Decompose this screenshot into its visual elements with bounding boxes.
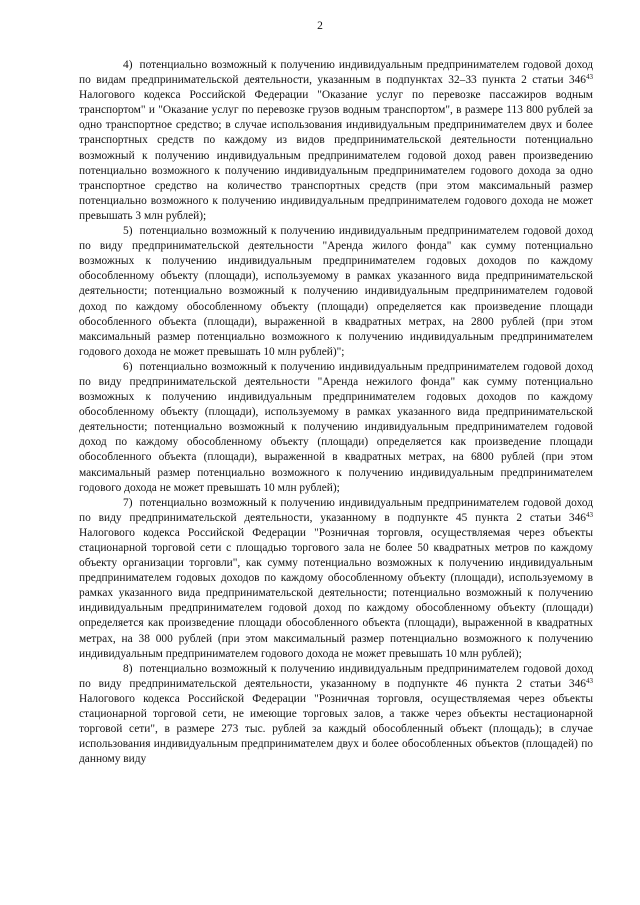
item-text: потенциально возможный к получению индивидуальным предпринимателем годовой доход по виду предпринимательской деятельности "Аренда нежилого фонда" как сумму потенциально возможных к получению индивидуальным предпринимателем годовых доходов по каждому обособленному объекту (площади), используемому в рамках указанного вида предпринимательской деятельности; потенциально возможный к получению индивидуальным предпринимателем годовой доход по каждому обособленному объекту (площади) определяется как произведение площади обособленного объекта (площади), выраженной в квадратных метрах, на 6800 рублей (при этом максимальный размер потенциально возможного к получению индивидуальным предпринимателем годового дохода не может превышать 10 млн рублей); <box>79 360 593 494</box>
item-number: 7) <box>123 496 133 509</box>
list-item <box>79 224 593 360</box>
item-text: потенциально возможный к получению индивидуальным предпринимателем годовой доход по виду предпринимательской деятельности "Аренда жилого фонда" как сумму потенциально возможных к получению индивидуальным предпринимателем годовых доходов по каждому обособленному объекту (площади), используемому в рамках указанного вида предпринимательской деятельности; потенциально возможный к получению индивидуальным предпринимателем годовой доход по каждому обособленному объекту (площади) определяется как произведение площади обособленного объекта (площади), выраженной в квадратных метрах, на 2800 рублей (при этом максимальный размер потенциально возможного к получению индивидуальным предпринимателем годового дохода не может превышать 10 млн рублей)"; <box>79 225 593 358</box>
superscript: 43 <box>586 510 593 519</box>
list-item <box>79 662 593 768</box>
item-number: 4) <box>123 59 133 71</box>
item-text: потенциально возможный к получению индивидуальным предпринимателем годовой доход по виду предпринимательской деятельности, указанному в подпункте 45 пункта 2 статьи $346^{43}$ Налогового кодекса Российской Федерации "Розничная торговля, осуществляемая через объекты стационарной торговой сети с площадью торгового зала не более 50 квадратных метров по каждому объекту организации торговли", как сумму потенциально возможных к получению индивидуальным предпринимателем годовых доходов по каждому обособленному объекту (площади), используемому в рамках указанного вида предпринимательской деятельности; потенциально возможный к получению индивидуальным предпринимателем годовой доход по каждому обособленному объекту (площади) определяется как произведение площади обособленного объекта (площади), выраженной в квадратных метрах, на 38 000 рублей (при этом максимальный размер потенциально возможного к получению индивидуальным предпринимателем годового дохода не может превышать 10 млн рублей); <box>79 496 593 660</box>
document-body <box>79 58 593 767</box>
item-text: потенциально возможный к получению индивидуальным предпринимателем годовой доход по виду предпринимательской деятельности, указанному в подпункте 46 пункта 2 статьи $346^{43}$ Налогового кодекса Российской Федерации "Розничная торговля, осуществляемая через объекты стационарной торговой сети, не имеющие торговых залов, а также через объекты нестационарной торговой сети", в размере 273 тыс. рублей за каждый обособленный объект (площадь); в случае использования индивидуальным предпринимателем двух и более обособленных объектов (площадей) по данному виду <box>79 662 593 766</box>
item-number: 5) <box>123 225 133 238</box>
item-number: 6) <box>123 360 133 373</box>
page-number: 2 <box>317 20 323 32</box>
item-text: потенциально возможный к получению индивидуальным предпринимателем годовой доход по видам предпринимательской деятельности, указанным в подпунктах 32–33 пункта 2 статьи $346^{43}$ Налогового кодекса Российской Федерации "Оказание услуг по перевозке пассажиров водным транспортом" и "Оказание услуг по перевозке грузов водным транспортом", в размере 113 800 рублей за одно транспортное средство; в случае использования индивидуальным предпринимателем двух и более транспортных средств по каждому из видов предпринимательской деятельности потенциально возможный к получению индивидуальным предпринимателем годовой доход равен произведению потенциально возможного к получению индивидуальным предпринимателем годового дохода за одно транспортное средство на количество транспортных средств (при этом максимальный размер потенциально возможного к получению индивидуальным предпринимателем годового дохода не может превышать 3 млн рублей); <box>79 59 593 222</box>
list-item <box>79 496 593 662</box>
list-item <box>79 58 593 224</box>
list-item <box>79 360 593 496</box>
superscript: 43 <box>586 676 593 685</box>
superscript: 43 <box>586 73 593 82</box>
item-number: 8) <box>123 662 133 675</box>
